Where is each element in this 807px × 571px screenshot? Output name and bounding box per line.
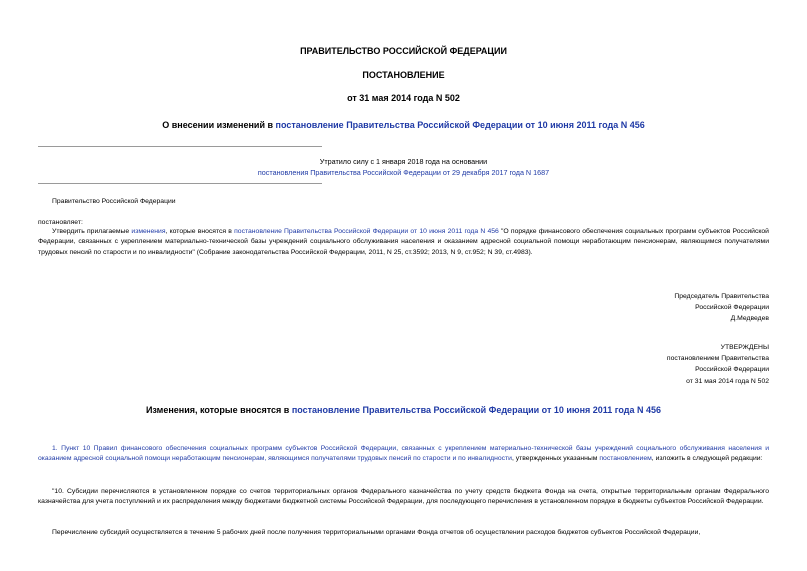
p1-text-b: , которые вносятся в: [165, 228, 235, 235]
approved-line4: от 31 мая 2014 года N 502: [686, 377, 769, 385]
signature-block: [674, 291, 769, 325]
item1-text-c: , изложить в следующей редакции:: [651, 455, 763, 463]
p1-link-changes[interactable]: изменения: [131, 228, 166, 235]
change-item-1: [38, 444, 769, 465]
status-note-link[interactable]: постановления Правительства Российской Федерации от 29 декабря 2017 года N 1687: [257, 167, 550, 177]
issuer-text: Правительство Российской Федерации: [52, 198, 176, 205]
change-item-3: Перечисление субсидий осуществляется в течение 5 рабочих дней после получения территориальными органами Фонда отчетов об осуществлении расходов бюджетов субъектов Российской Федерации,: [52, 529, 701, 536]
approved-line1: УТВЕРЖДЕНЫ: [720, 344, 769, 351]
changes-title-prefix: Изменения, которые вносятся в: [145, 405, 292, 415]
signature-line3: Д.Медведев: [730, 315, 769, 323]
item1-link-rules[interactable]: 1. Пункт 10 Правил финансового обеспечения социальных программ субъектов Российской Федерации, связанных с укреплением материально-технической базы учреждений социального обслуживания населения и оказанием адресной социальной помощи неработающим пенсионерам, являющимся получателями трудовых пенсий по старости и по инвалидности: [38, 445, 769, 463]
p1-text-c: "О порядке финансового обеспечения социальных программ субъектов Российской Федерации, связанных с укреплением материально-технической базы учреждений социального обслуживания населения и оказанием адресной социальной помощи неработающим пенсионерам, являющимся получателями трудовых пенсий по старости и по инвалидности" (Собрание законодательства Российской Федерации, 2011, N 25, ст.3592; 2013, N 9, ст.952; N 39, ст.4983).: [38, 228, 769, 256]
item1-text-b: , утвержденных указанным: [511, 455, 600, 463]
change-item-2: "10. Субсидии перечисляются в установленном порядке со счетов территориальных органов Федерального казначейства по учету средств бюджета Фонда на счета, открытые территориальным органам Федерального казначейства для учета поступлений и их распределения между бюджетами бюджетной системы Российской Федерации, для последующего перечисления в установленном порядке в бюджеты субъектов Российской Федерации.: [38, 488, 769, 506]
doc-type-heading: ПОСТАНОВЛЕНИЕ: [362, 70, 445, 80]
item1-link-decree[interactable]: постановлением: [599, 455, 652, 463]
status-note: [0, 157, 807, 178]
decrees-text: постановляет:: [38, 219, 83, 226]
approved-line2: постановлением Правительства: [666, 355, 769, 363]
signature-line2: Российской Федерации: [695, 304, 769, 312]
divider-bottom: [38, 183, 322, 184]
date-number-heading: от 31 мая 2014 года N 502: [347, 93, 460, 103]
government-heading: ПРАВИТЕЛЬСТВО РОССИЙСКОЙ ФЕДЕРАЦИИ: [300, 46, 507, 56]
p1-text-a: Утвердить прилагаемые: [52, 228, 132, 235]
approved-block: [667, 342, 769, 387]
changes-title-link[interactable]: постановление Правительства Российской Федерации от 10 июня 2011 года N 456: [291, 405, 662, 415]
p1-link-decree[interactable]: постановление Правительства Российской Федерации от 10 июня 2011 года N 456: [234, 228, 499, 235]
signature-line1: Председатель Правительства: [674, 293, 769, 300]
title-prefix: О внесении изменений в: [162, 120, 276, 130]
paragraph-approve: [38, 227, 769, 258]
changes-title: [0, 405, 807, 415]
divider-top: [38, 146, 322, 147]
title-link[interactable]: постановление Правительства Российской Федерации от 10 июня 2011 года N 456: [275, 120, 645, 130]
document-title: [0, 120, 807, 130]
status-note-line1: Утратило силу с 1 января 2018 года на основании: [319, 157, 488, 166]
approved-line3: Российской Федерации: [695, 366, 769, 374]
